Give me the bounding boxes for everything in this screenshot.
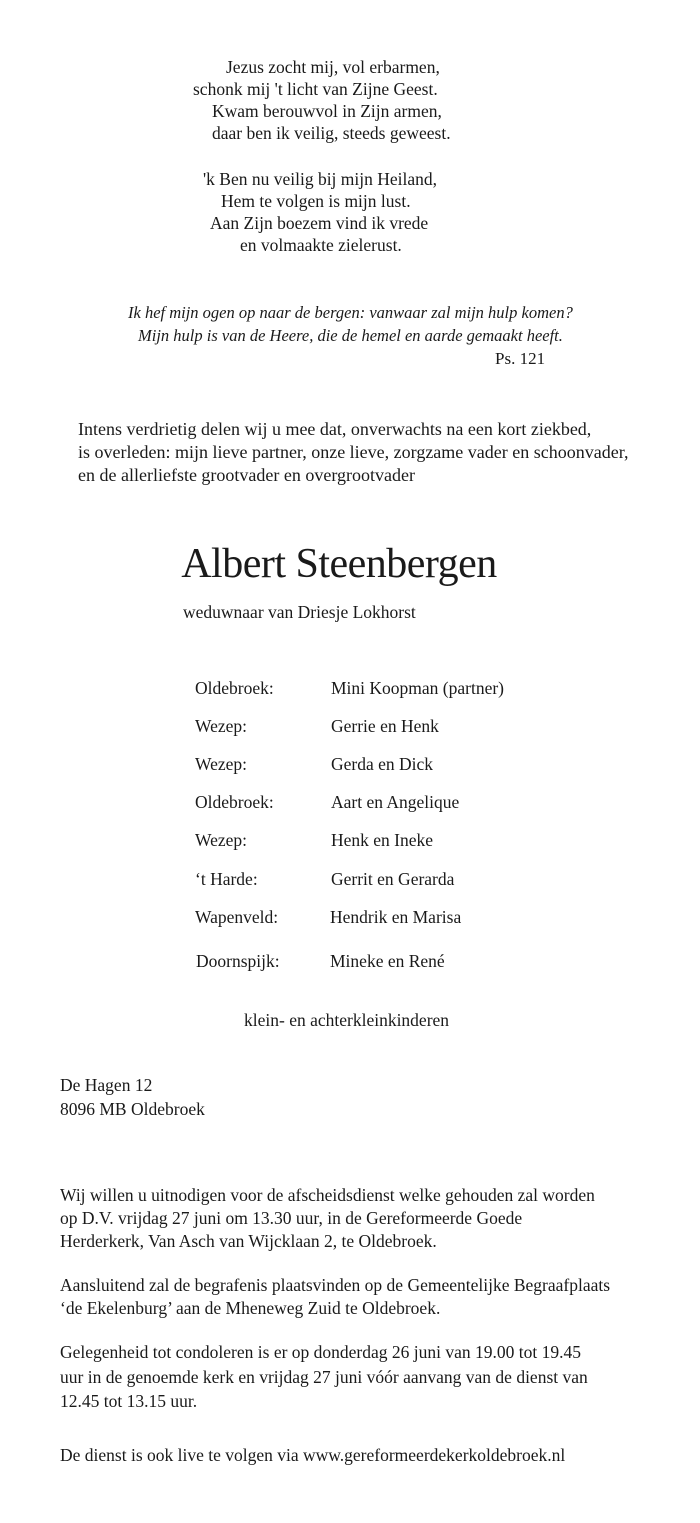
livestream-line: De dienst is ook live te volgen via www.gereformeerdekerkoldebroek.nl — [60, 1445, 566, 1465]
family-names: Gerda en Dick — [331, 754, 434, 774]
grandchildren-line: klein- en achterkleinkinderen — [244, 1010, 450, 1030]
psalm-reference: Ps. 121 — [495, 349, 546, 368]
address-street: De Hagen 12 — [60, 1075, 153, 1095]
family-names: Gerrie en Henk — [331, 716, 439, 736]
poem-line: Aan Zijn boezem vind ik vrede — [210, 213, 429, 233]
family-place: Oldebroek: — [195, 678, 274, 698]
deceased-name: Albert Steenbergen — [181, 541, 497, 587]
poem-line: Hem te volgen is mijn lust. — [221, 191, 411, 211]
poem-line: daar ben ik veilig, steeds geweest. — [212, 123, 451, 143]
psalm-line-1: Ik hef mijn ogen op naar de bergen: vanwaar zal mijn hulp komen? — [128, 303, 573, 322]
service-line: Wij willen u uitnodigen voor de afscheidsdienst welke gehouden zal worden — [60, 1185, 595, 1205]
family-place: ‘t Harde: — [195, 869, 258, 889]
address-city: 8096 MB Oldebroek — [60, 1099, 205, 1119]
burial-line: ‘de Ekelenburg’ aan de Mheneweg Zuid te Oldebroek. — [60, 1298, 441, 1318]
family-names: Gerrit en Gerarda — [331, 869, 455, 889]
family-place: Wezep: — [195, 716, 248, 736]
poem-line: Jezus zocht mij, vol erbarmen, — [226, 57, 440, 77]
family-names: Hendrik en Marisa — [330, 907, 462, 927]
condolence-line: uur in de genoemde kerk en vrijdag 27 juni vóór aanvang van de dienst van — [60, 1367, 588, 1387]
family-names: Aart en Angelique — [331, 792, 460, 812]
family-names: Mineke en René — [330, 951, 445, 971]
poem-line: schonk mij 't licht van Zijne Geest. — [193, 79, 438, 99]
intro-line: Intens verdrietig delen wij u mee dat, onverwachts na een kort ziekbed, — [78, 419, 592, 439]
family-place: Wezep: — [195, 830, 248, 850]
deceased-subtitle: weduwnaar van Driesje Lokhorst — [183, 602, 416, 622]
service-line: op D.V. vrijdag 27 juni om 13.30 uur, in de Gereformeerde Goede — [60, 1208, 523, 1228]
family-names: Henk en Ineke — [331, 830, 434, 850]
family-place: Wezep: — [195, 754, 248, 774]
service-line: Herderkerk, Van Asch van Wijcklaan 2, te Oldebroek. — [60, 1231, 437, 1251]
poem-line: 'k Ben nu veilig bij mijn Heiland, — [203, 169, 438, 189]
poem-line: en volmaakte zielerust. — [240, 235, 402, 255]
family-place: Oldebroek: — [195, 792, 274, 812]
poem-line: Kwam berouwvol in Zijn armen, — [212, 101, 442, 121]
condolence-line: 12.45 tot 13.15 uur. — [60, 1391, 198, 1411]
condolence-line: Gelegenheid tot condoleren is er op donderdag 26 juni van 19.00 tot 19.45 — [60, 1342, 581, 1362]
intro-line: en de allerliefste grootvader en overgrootvader — [78, 465, 416, 485]
intro-line: is overleden: mijn lieve partner, onze lieve, zorgzame vader en schoonvader, — [78, 442, 629, 462]
family-place: Wapenveld: — [195, 907, 279, 927]
psalm-line-2: Mijn hulp is van de Heere, die de hemel en aarde gemaakt heeft. — [138, 326, 563, 345]
burial-line: Aansluitend zal de begrafenis plaatsvinden op de Gemeentelijke Begraafplaats — [60, 1275, 611, 1295]
family-place: Doornspijk: — [196, 951, 280, 971]
family-names: Mini Koopman (partner) — [331, 678, 505, 698]
